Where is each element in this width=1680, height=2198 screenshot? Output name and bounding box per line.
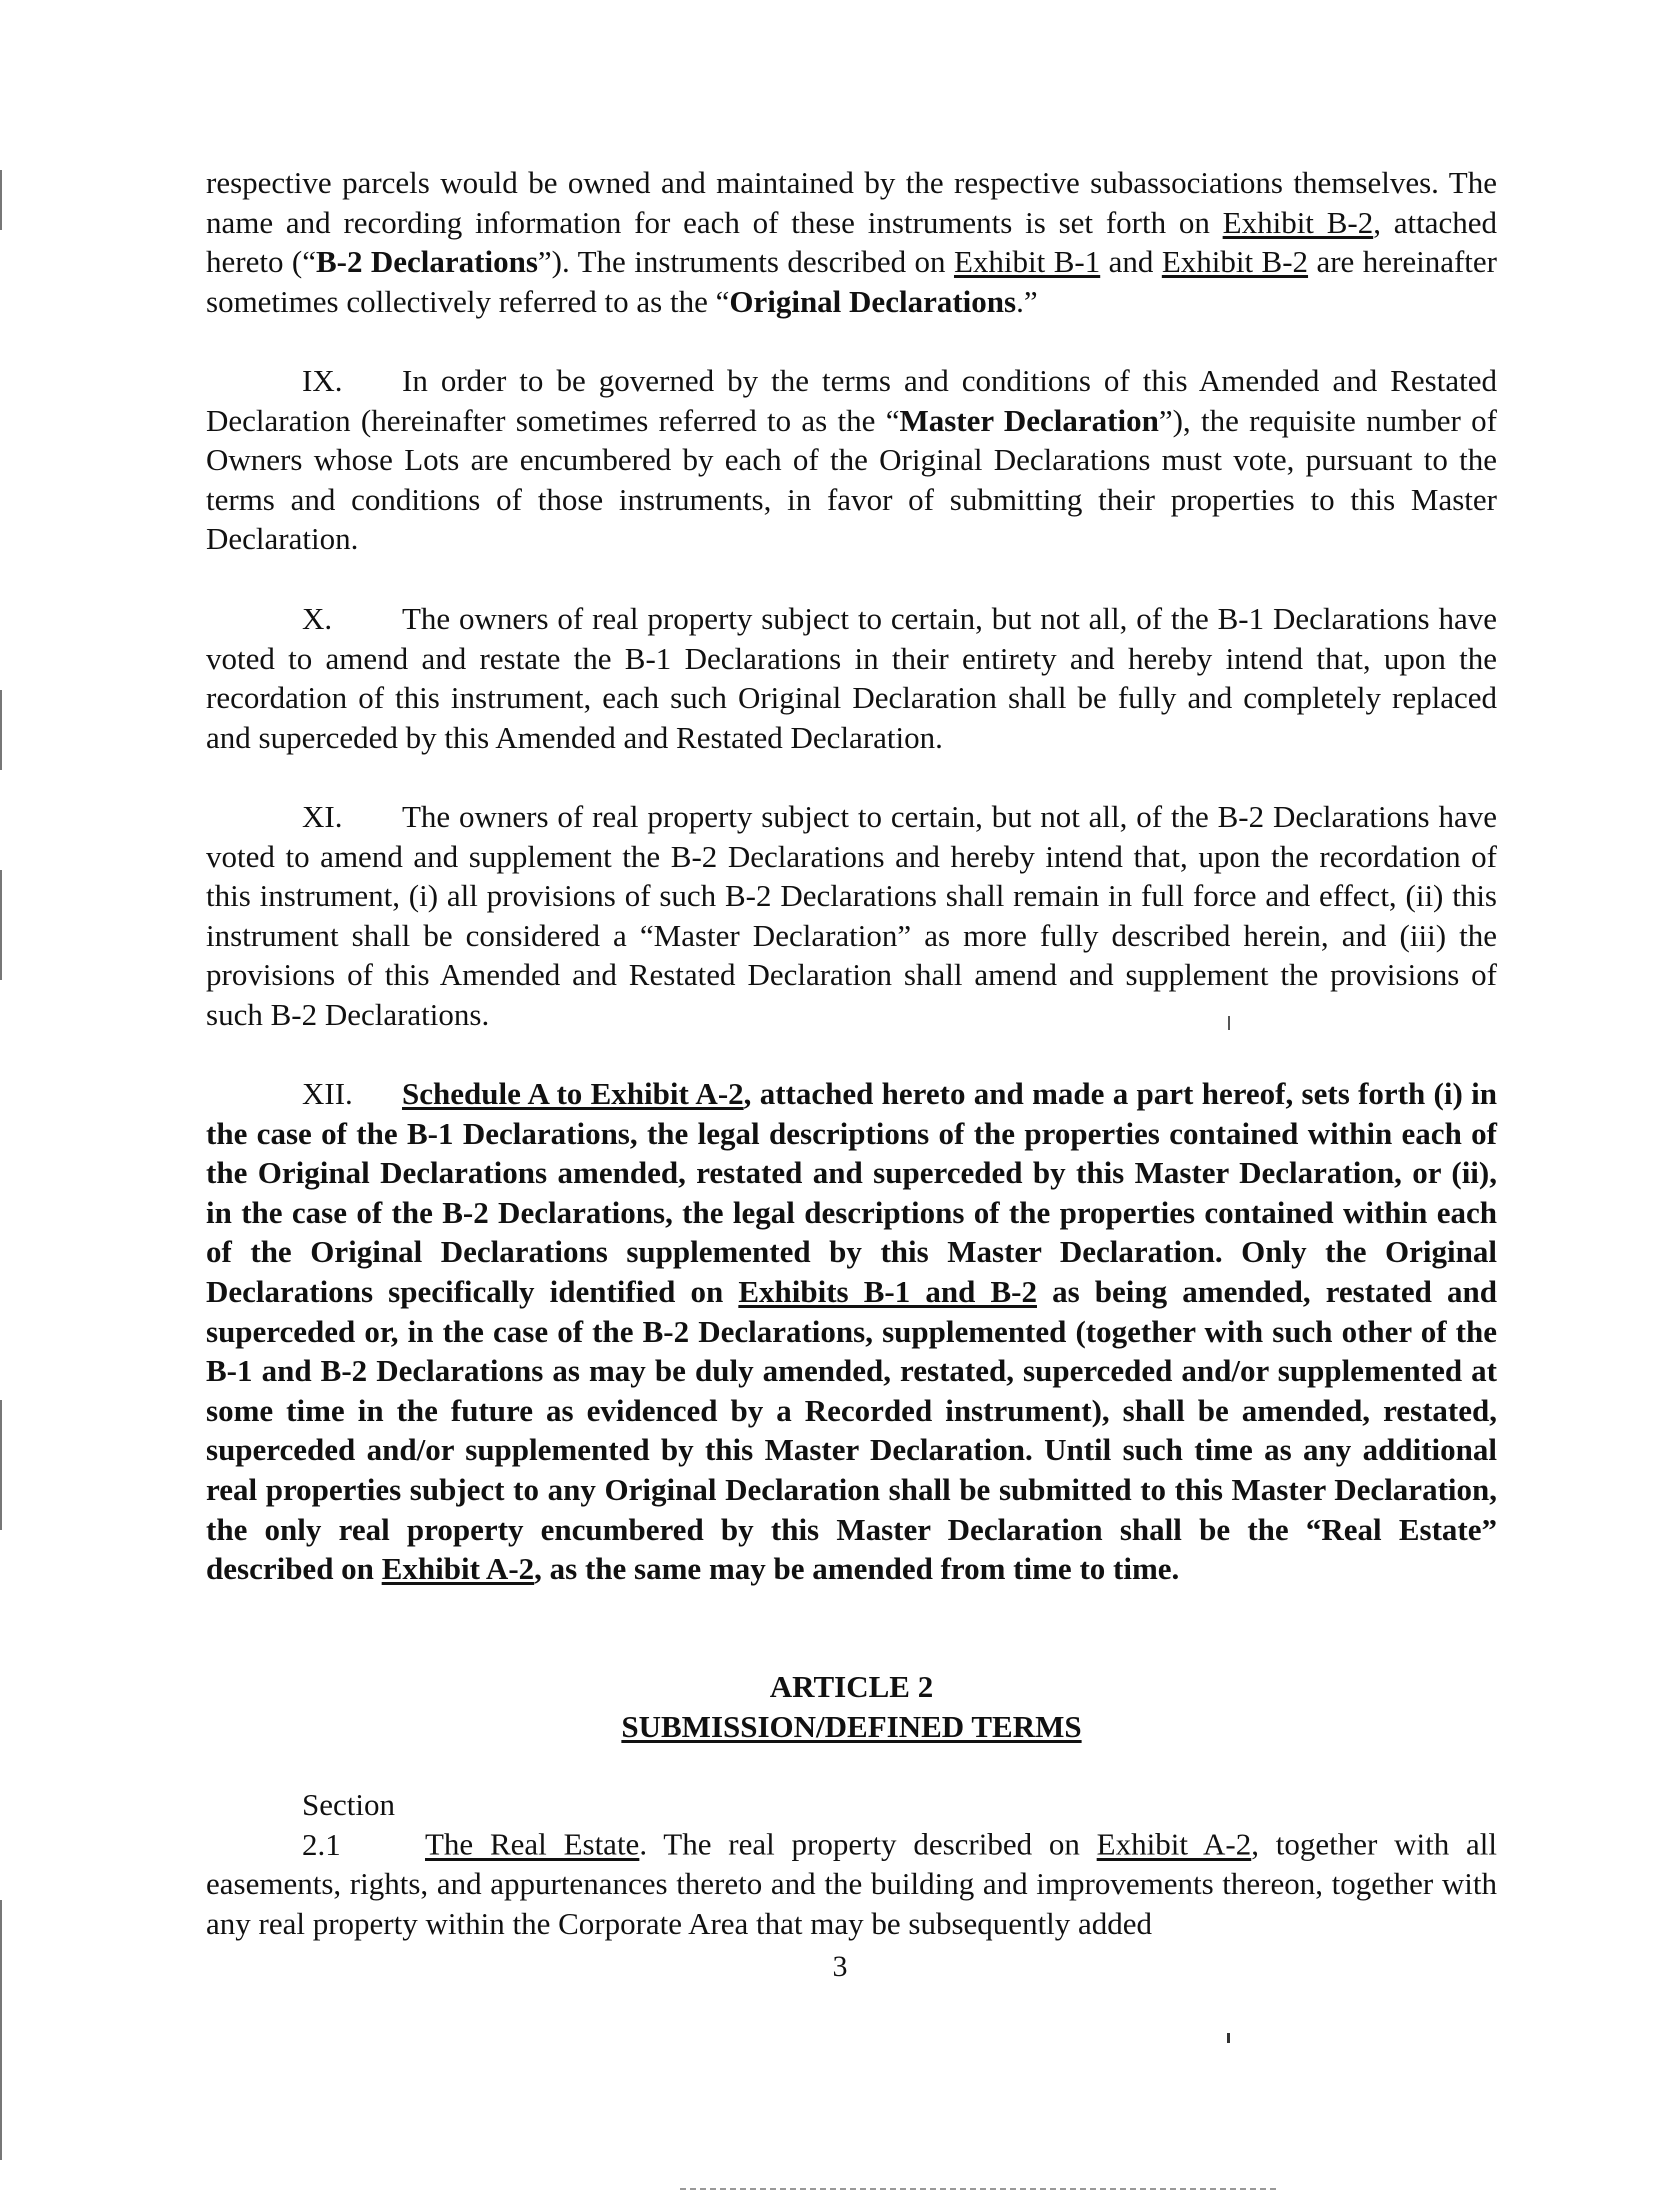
recital-number: IX. <box>302 363 343 398</box>
scan-edge-mark <box>0 870 2 980</box>
recital-ix: IX. In order to be governed by the terms and conditions of this Amended and Restated Declaration (hereinafter sometimes referred to as the “Master Declaration”), the requisite number of Owners whose Lots are encumbered by each of the Original Declarations must vote, pursuant to the terms and conditions of those instruments, in favor of submitting their properties to this Master Declaration. <box>206 363 1497 557</box>
section-2-1: Section 2.1 The Real Estate. The real property described on Exhibit A-2, together with all easements, rights, and appurtenances thereto and the building and improvements thereon, together with any real property within the Corporate Area that may be subsequently added <box>206 1787 1498 1941</box>
recital-xi: XI. The owners of real property subject to certain, but not all, of the B-2 Declarations have voted to amend and supplement the B-2 Declarations and hereby intend that, upon the recordation of this instrument, (i) all provisions of such B-2 Declarations shall remain in full force and effect, (ii) this instrument shall be considered a “Master Declaration” as more fully described herein, and (iii) the provisions of this Amended and Restated Declaration shall amend and supplement the provisions of such B-2 Declarations. <box>206 799 1497 1032</box>
schedule-a-reference: Schedule A to Exhibit A-2 <box>402 1076 744 1111</box>
exhibits-b1-b2-reference: Exhibits B-1 and B-2 <box>738 1273 1037 1309</box>
master-declaration-term: Master Declaration <box>899 402 1159 438</box>
scan-edge-mark <box>0 690 2 770</box>
recital-x: X. The owners of real property subject to certain, but not all, of the B-1 Declarations have voted to amend and restate the B-1 Declarations in their entirety and hereby intend that, upon the recordation of this instrument, each such Original Declaration shall be fully and completely replaced and superceded by this Amended and Restated Declaration. <box>206 601 1497 755</box>
recital-xii: XII. Schedule A to Exhibit A-2, attached hereto and made a part hereof, sets forth (i) in the case of the B-1 Declarations, the legal descriptions of the properties contained within each of the Original Declarations amended, restated and superceded by this Master Declaration, or (ii), in the case of the B-2 Declarations, the legal descriptions of the properties contained within each of the Original Declarations supplemented by this Master Declaration. Only the Original Declarations specifically identified on Exhibits B-1 and B-2 as being amended, restated and superceded or, in the case of the B-2 Declarations, supplemented (together with such other of the B-1 and B-2 Declarations as may be duly amended, restated, superceded and/or supplemented at some time in the future as evidenced by a Recorded instrument), shall be amended, restated, superceded and/or supplemented by this Master Declaration. Until such time as any additional real properties subject to any Original Declaration shall be submitted to this Master Declaration, the only real property encumbered by this Master Declaration shall be the “Real Estate” described on Exhibit A-2, as the same may be amended from time to time. <box>206 1076 1497 1587</box>
recital-number: X. <box>302 601 333 636</box>
section-number: Section 2.1 <box>302 1787 395 1862</box>
exhibit-a2-reference: Exhibit A-2 <box>381 1551 535 1587</box>
original-declarations-term: Original Declarations <box>729 283 1017 319</box>
exhibit-b2-reference: Exhibit B-2 <box>1161 244 1309 280</box>
scan-edge-mark <box>0 1400 2 1530</box>
b2-declarations-term: B-2 Declarations <box>315 244 538 280</box>
intro-paragraph: respective parcels would be owned and maintained by the respective subassociations themselves. The name and recording information for each of these instruments is set forth on Exhibit B-2, attached hereto (“B-2 Declarations”). The instruments described on Exhibit B-1 and Exhibit B-2 are hereinafter sometimes collectively referred to as the “Original Declarations.” <box>206 165 1497 319</box>
exhibit-b1-reference: Exhibit B-1 <box>953 244 1101 280</box>
scan-speck <box>1228 1016 1230 1030</box>
exhibit-a2-reference: Exhibit A-2 <box>1096 1826 1252 1862</box>
scan-footer-artifact <box>680 2188 1280 2190</box>
article-heading: ARTICLE 2 <box>769 1669 934 1704</box>
recital-number: XI. <box>302 799 343 834</box>
scan-edge-mark <box>0 170 2 230</box>
page-number: 3 <box>832 1950 848 1983</box>
scan-edge-mark <box>0 1900 2 2160</box>
recital-number: XII. <box>302 1076 353 1111</box>
article-subheading: SUBMISSION/DEFINED TERMS <box>621 1709 1082 1744</box>
scan-speck <box>1227 2033 1230 2043</box>
section-title: The Real Estate <box>425 1826 640 1862</box>
exhibit-b2-reference: Exhibit B-2 <box>1222 204 1374 240</box>
